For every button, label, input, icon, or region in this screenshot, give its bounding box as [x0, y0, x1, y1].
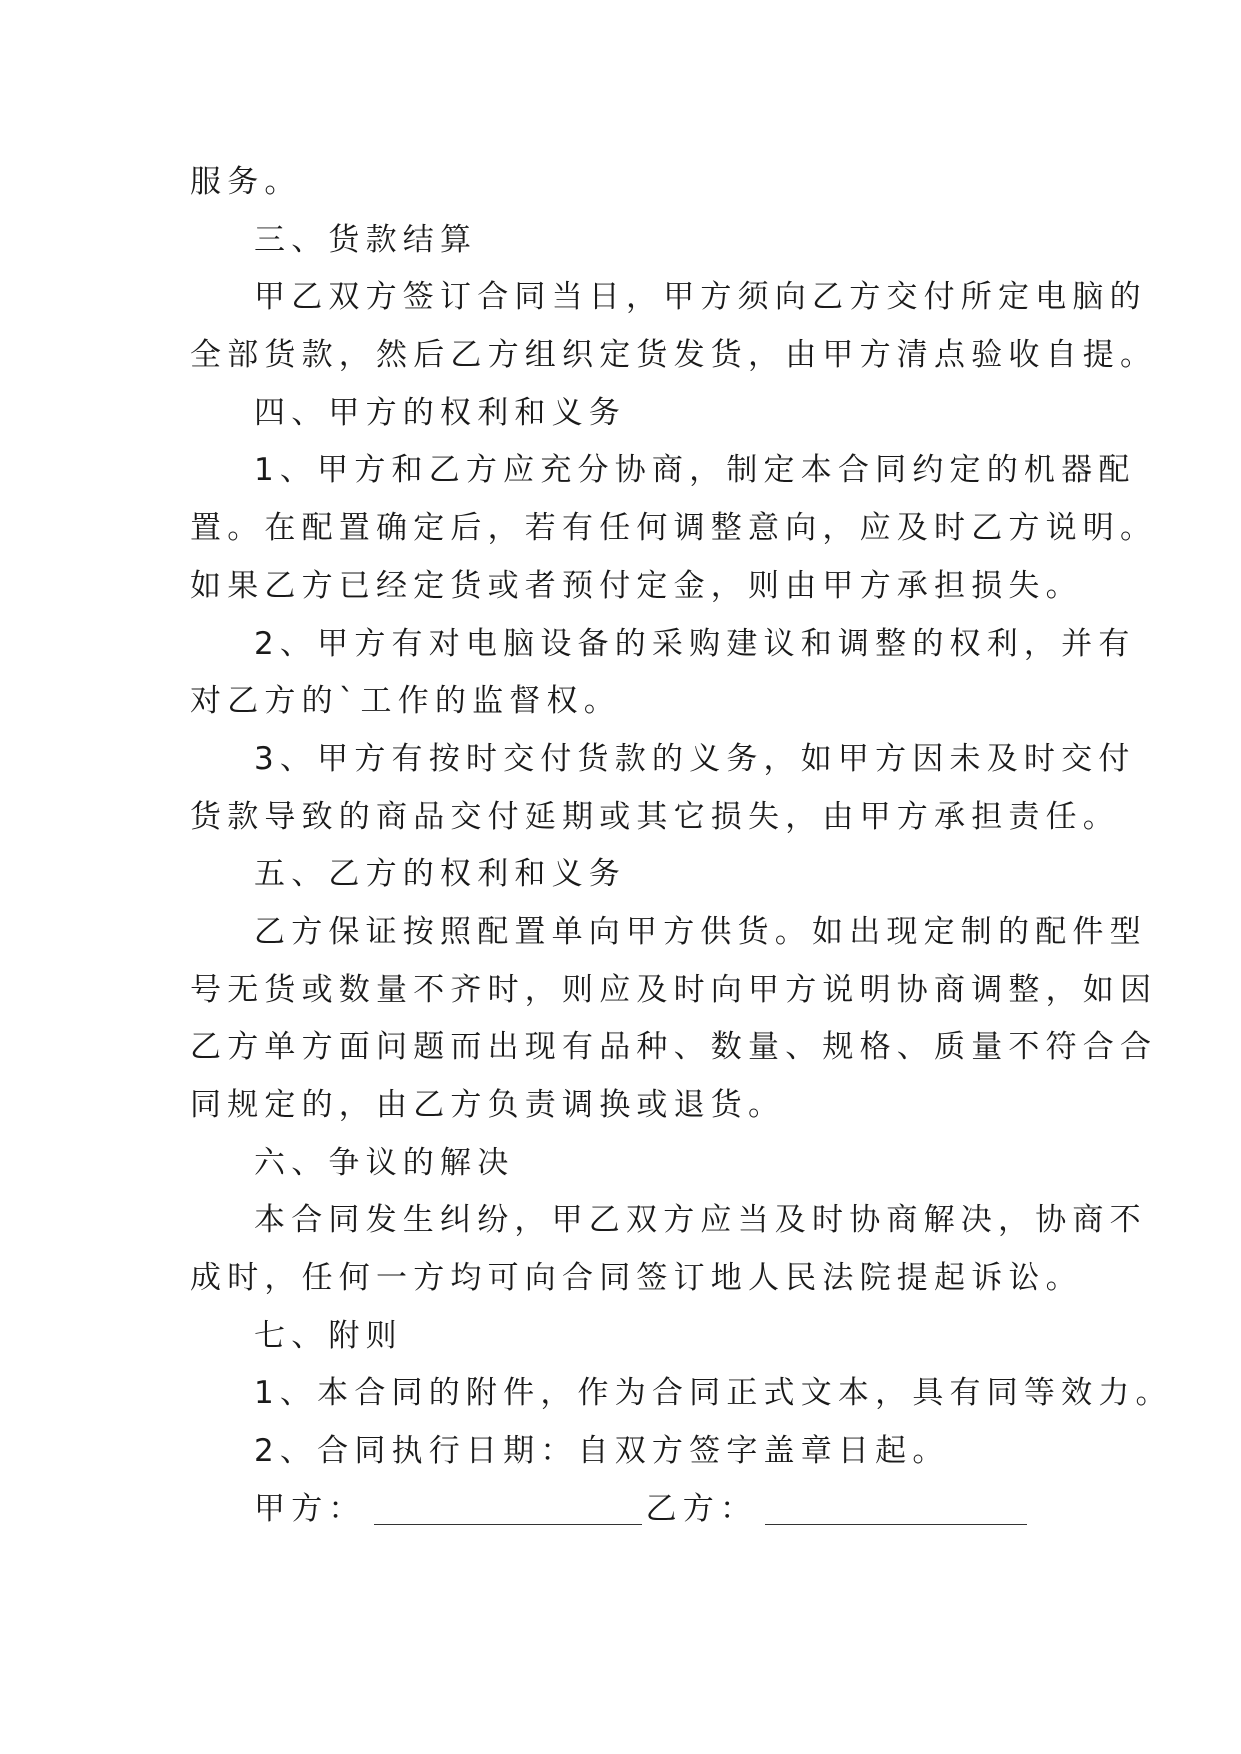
text-line: 2、甲方有对电脑设备的采购建议和调整的权利，并有	[254, 625, 1136, 662]
text-line: 七、附则	[254, 1317, 403, 1354]
text-line: 如果乙方已经定货或者预付定金，则由甲方承担损失。	[190, 567, 1083, 604]
party-a-blank[interactable]	[374, 1494, 642, 1525]
text-line: 号无货或数量不齐时，则应及时向甲方说明协商调整，如因	[190, 971, 1158, 1008]
text-line: 六、争议的解决	[254, 1144, 515, 1181]
text-line: 置。在配置确定后，若有任何调整意向，应及时乙方说明。	[190, 510, 1158, 547]
text-line: 服务。	[190, 164, 302, 200]
text-line: 三、货款结算	[254, 221, 478, 258]
party-b-blank[interactable]	[765, 1494, 1027, 1525]
text-line: 货款导致的商品交付延期或其它损失，由甲方承担责任。	[190, 798, 1120, 835]
text-line: 1、本合同的附件，作为合同正式文本，具有同等效力。	[254, 1375, 1173, 1412]
contract-lines	[190, 154, 1173, 1481]
text-line: 本合同发生纠纷，甲乙双方应当及时协商解决，协商不	[254, 1202, 1147, 1239]
text-line: 五、乙方的权利和义务	[254, 856, 626, 893]
text-line: 2、合同执行日期：自双方签字盖章日起。	[254, 1433, 950, 1470]
text-line: 3、甲方有按时交付货款的义务，如甲方因未及时交付	[254, 740, 1136, 777]
text-line: 乙方保证按照配置单向甲方供货。如出现定制的配件型	[254, 913, 1147, 950]
text-line: 1、甲方和乙方应充分协商，制定本合同约定的机器配	[254, 452, 1136, 489]
text-line: 乙方单方面问题而出现有品种、数量、规格、质量不符合合	[190, 1029, 1158, 1066]
party-a-label: 甲方：	[254, 1490, 366, 1527]
text-line: 甲乙双方签订合同当日，甲方须向乙方交付所定电脑的	[254, 279, 1147, 316]
text-line: 成时，任何一方均可向合同签订地人民法院提起诉讼。	[190, 1260, 1083, 1297]
party-b-label: 乙方：	[645, 1490, 758, 1527]
contract-body	[190, 154, 1173, 1539]
signature-line	[190, 1481, 1060, 1539]
text-line: 全部货款，然后乙方组织定货发货，由甲方清点验收自提。	[190, 337, 1158, 374]
text-line: 对乙方的`工作的监督权。	[190, 683, 621, 720]
text-line: 同规定的，由乙方负责调换或退货。	[190, 1087, 786, 1123]
text-line: 四、甲方的权利和义务	[254, 394, 626, 431]
